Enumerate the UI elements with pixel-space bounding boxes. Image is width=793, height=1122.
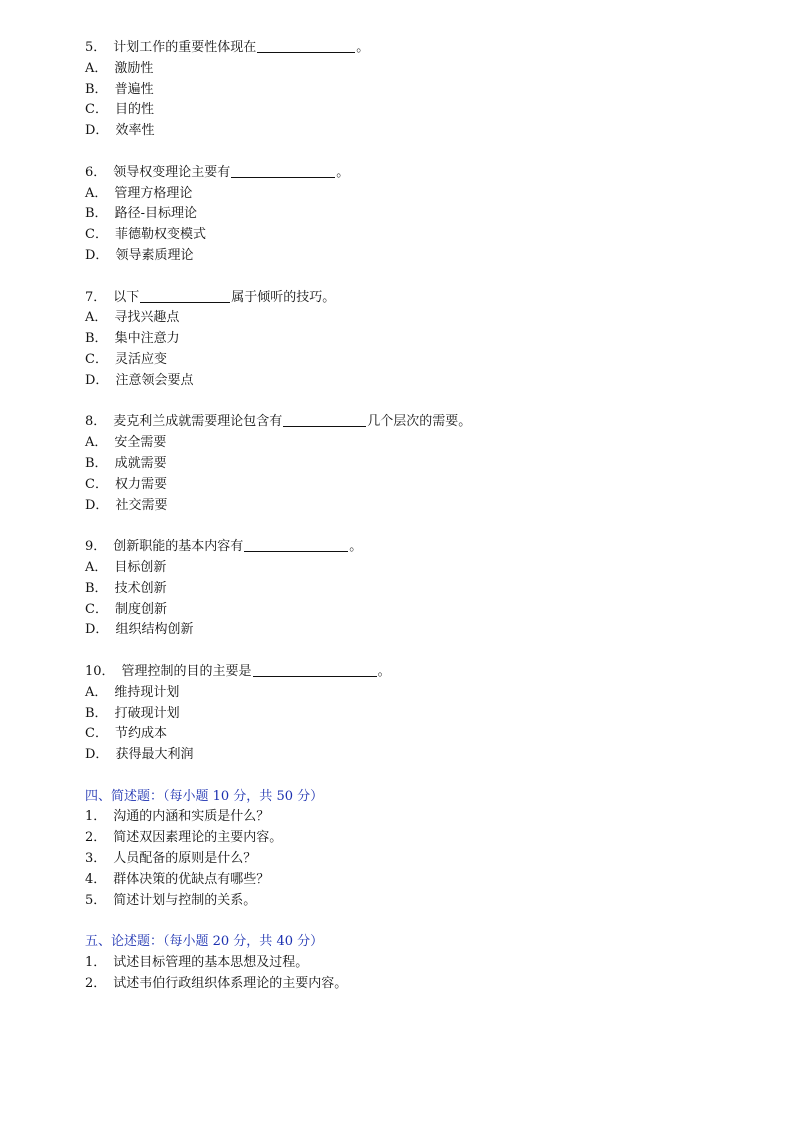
answer-blank — [244, 537, 348, 552]
question-number: 9． — [85, 539, 107, 555]
question-stem: 6． 领导权变理论主要有 。 — [85, 164, 350, 180]
option-d: D． 效率性 — [85, 123, 155, 139]
question-stem: 5． 计划工作的重要性体现在 。 — [85, 40, 370, 55]
list-item: 1． 试述目标管理的基本思想及过程。 — [85, 955, 309, 971]
answer-blank — [283, 412, 366, 427]
option-d: D． 组织结构创新 — [85, 622, 194, 638]
answer-blank — [257, 38, 355, 53]
question-number: 7． — [85, 289, 107, 305]
option-c: C． 权力需要 — [85, 476, 167, 492]
question-stem: 8． 麦克利兰成就需要理论包含有 几个层次的需要。 — [85, 414, 472, 430]
option-b: B． 普遍性 — [85, 81, 154, 97]
short-answer-section — [85, 787, 793, 912]
option-c: C． 目的性 — [85, 102, 154, 118]
option-b: B． 路径-目标理论 — [85, 206, 197, 222]
question-stem: 9． 创新职能的基本内容有 。 — [85, 539, 363, 555]
option-b: B． 打破现计划 — [85, 705, 180, 721]
option-c: C． 灵活应变 — [85, 351, 167, 367]
answer-blank — [231, 163, 335, 178]
option-b: B． 集中注意力 — [85, 331, 180, 347]
list-item: 5． 简述计划与控制的关系。 — [85, 892, 257, 908]
question-number: 6． — [85, 164, 107, 180]
option-b: B． 技术创新 — [85, 580, 167, 596]
option-d: D． 注意领会要点 — [85, 372, 194, 388]
option-d: D． 获得最大利润 — [85, 747, 194, 763]
question-7 — [85, 288, 793, 392]
question-10 — [85, 662, 793, 766]
option-a: A． 管理方格理论 — [85, 185, 193, 201]
question-stem: 7． 以下 属于倾听的技巧。 — [85, 289, 336, 305]
option-a: A． 安全需要 — [85, 435, 167, 451]
question-number: 8． — [85, 414, 107, 430]
question-number: 10． — [85, 663, 115, 679]
answer-blank — [253, 662, 377, 677]
essay-section — [85, 932, 793, 994]
section-title: 四、简述题：（每小题 10 分，共 50 分） — [85, 788, 324, 804]
option-c: C． 制度创新 — [85, 601, 167, 617]
question-6 — [85, 163, 793, 267]
option-a: A． 目标创新 — [85, 559, 167, 575]
option-d: D． 领导素质理论 — [85, 247, 194, 263]
list-item: 2． 简述双因素理论的主要内容。 — [85, 830, 283, 846]
answer-blank — [140, 288, 230, 303]
question-stem: 10． 管理控制的目的主要是 。 — [85, 663, 391, 679]
option-c: C． 节约成本 — [85, 726, 167, 742]
question-number: 5． — [85, 40, 107, 55]
option-b: B． 成就需要 — [85, 455, 167, 471]
option-d: D． 社交需要 — [85, 497, 168, 513]
option-a: A． 维持现计划 — [85, 684, 180, 700]
option-a: A． 激励性 — [85, 60, 154, 76]
question-9 — [85, 537, 793, 641]
option-a: A． 寻找兴趣点 — [85, 310, 180, 326]
list-item: 3． 人员配备的原则是什么？ — [85, 851, 257, 867]
question-5 — [85, 38, 793, 142]
option-c: C． 菲德勒权变模式 — [85, 227, 206, 243]
list-item: 1． 沟通的内涵和实质是什么？ — [85, 809, 270, 825]
question-8 — [85, 412, 793, 516]
section-title: 五、论述题：（每小题 20 分，共 40 分） — [85, 934, 324, 950]
list-item: 2． 试述韦伯行政组织体系理论的主要内容。 — [85, 975, 348, 991]
list-item: 4． 群体决策的优缺点有哪些？ — [85, 871, 270, 887]
